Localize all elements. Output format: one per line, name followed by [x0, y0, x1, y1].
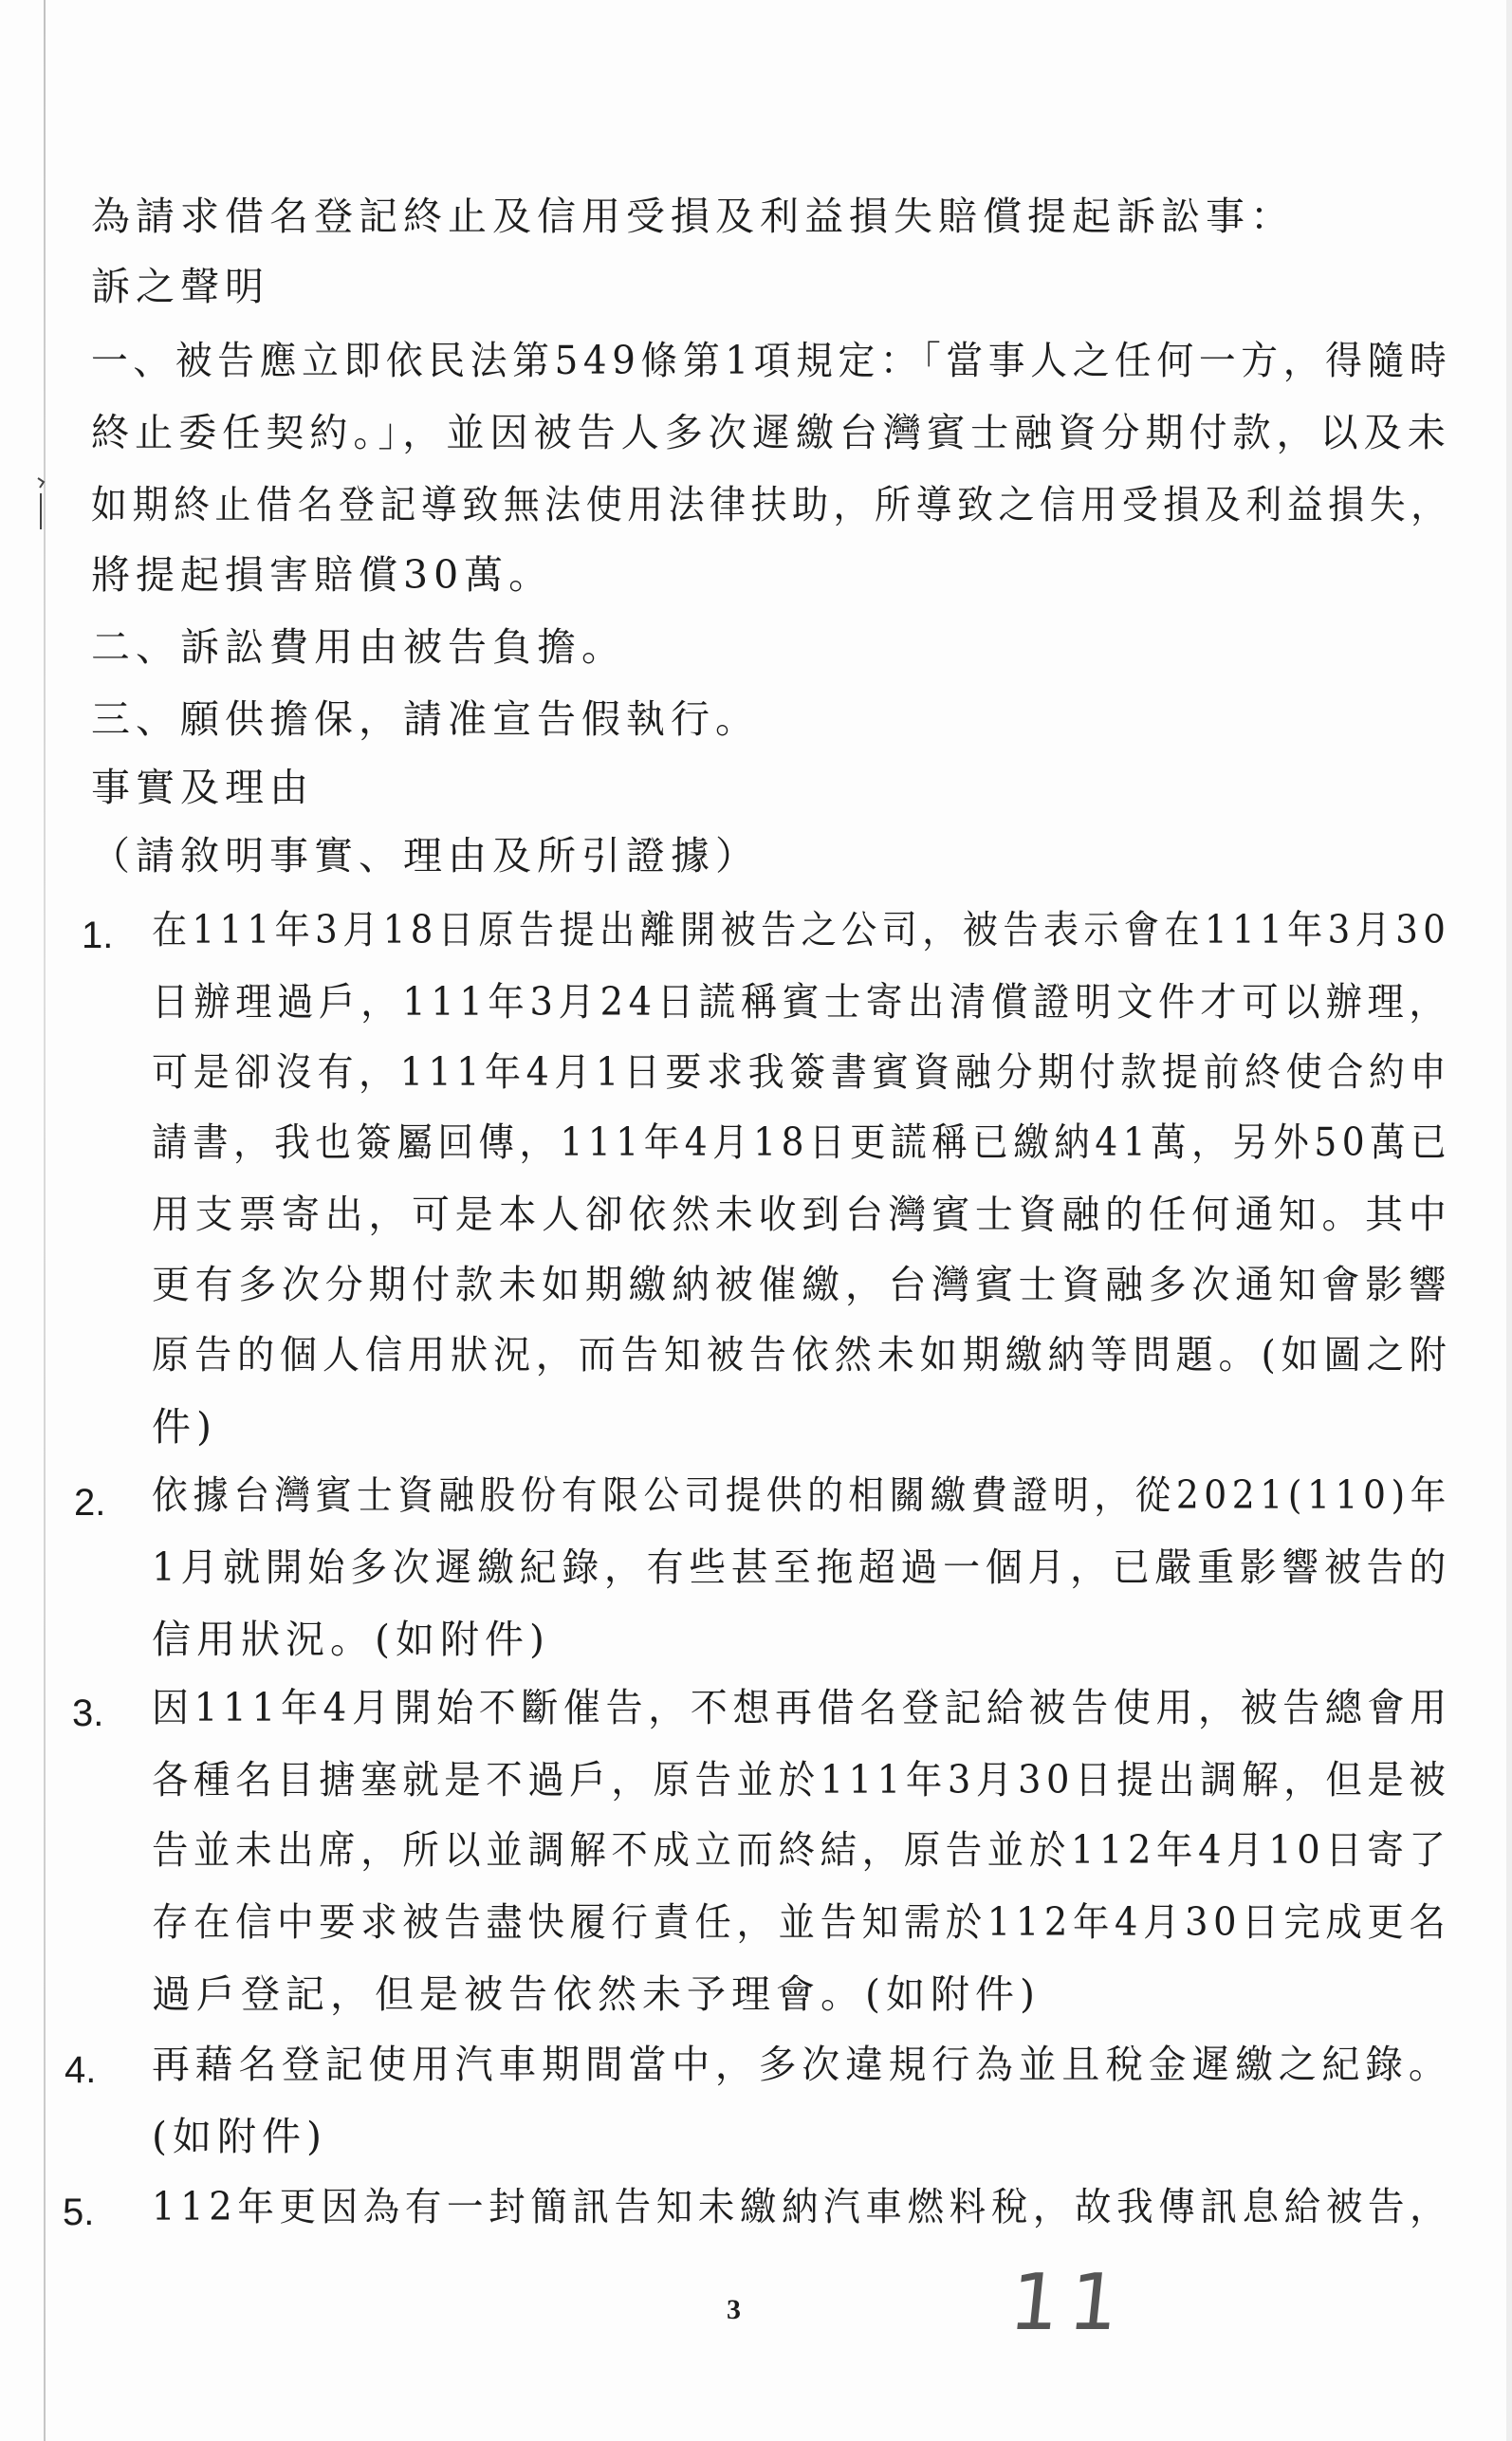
item-1-line: 可是卻沒有，111年4月1日要求我簽書賓資融分期付款提前終使合約申 [152, 1049, 1452, 1095]
item-number: 1. [82, 915, 114, 956]
item-1-line: 請書，我也簽屬回傳，111年4月18日更謊稱已繳納41萬，另外50萬已 [152, 1119, 1452, 1165]
item-3-line: 存在信中要求被告盡快履行責任，並告知需於112年4月30日完成更名 [152, 1899, 1451, 1945]
item-3-line: 告並未出席，所以並調解不成立而終結，原告並於112年4月10日寄了 [152, 1827, 1451, 1873]
item-1-line: 用支票寄出，可是本人卻依然未收到台灣賓士資融的任何通知。其中 [152, 1192, 1452, 1237]
claim-1-line-4: 將提起損害賠償30萬。 [91, 552, 554, 598]
item-3-line: 各種名目搪塞就是不過戶，原告並於111年3月30日提出調解，但是被 [152, 1757, 1451, 1803]
item-4-line: (如附件) [152, 2114, 327, 2159]
facts-note: （請敘明事實、理由及所引證據） [91, 833, 760, 878]
item-1-line: 日辦理過戶，111年3月24日謊稱賓士寄出清償證明文件才可以辦理， [152, 979, 1451, 1025]
item-1-line: 更有多次分期付款未如期繳納被催繳，台灣賓士資融多次通知會影響 [152, 1262, 1452, 1307]
item-4-line: 再藉名登記使用汽車期間當中，多次違規行為並且稅金遲繳之紀錄。 [152, 2042, 1452, 2087]
item-number: 2. [74, 1482, 106, 1524]
scan-edge-line [44, 0, 46, 2441]
item-3-line: 因111年4月開始不斷催告，不想再借名登記給被告使用，被告總會用 [152, 1685, 1452, 1730]
item-number: 5. [63, 2191, 95, 2233]
item-5-line: 112年更因為有一封簡訊告知未繳納汽車燃料稅，故我傳訊息給被告， [152, 2184, 1452, 2229]
item-2-line: 1月就開始多次遲繳紀錄，有些甚至拖超過一個月，已嚴重影響被告的 [152, 1544, 1451, 1590]
page-number: 3 [727, 2294, 741, 2325]
item-3-line: 過戶登記，但是被告依然未予理會。(如附件) [152, 1971, 1041, 2017]
facts-heading: 事實及理由 [91, 765, 314, 810]
document-title: 為請求借名登記終止及信用受損及利益損失賠償提起訴訟事： [91, 194, 1295, 239]
scan-right-edge [1506, 0, 1512, 2441]
handwritten-page-mark: 11 [1005, 2258, 1134, 2348]
claim-1-line-3: 如期終止借名登記導致無法使用法律扶助，所導致之信用受損及利益損失， [91, 482, 1452, 527]
claim-1-line-1: 一、被告應立即依民法第549條第1項規定：「當事人之任何一方，得隨時 [91, 338, 1452, 383]
item-1-line: 件) [152, 1404, 217, 1450]
item-2-line: 信用狀況。(如附件) [152, 1617, 550, 1662]
scan-speck-icon [34, 474, 47, 531]
item-1-line: 在111年3月18日原告提出離開被告之公司，被告表示會在111年3月30 [152, 907, 1451, 952]
claim-heading: 訴之聲明 [91, 264, 269, 309]
item-number: 4. [65, 2049, 97, 2091]
item-1-line: 原告的個人信用狀況，而告知被告依然未如期繳納等問題。(如圖之附 [152, 1332, 1452, 1378]
claim-3: 三、願供擔保，請准宣告假執行。 [91, 696, 760, 742]
item-2-line: 依據台灣賓士資融股份有限公司提供的相關繳費證明，從2021(110)年 [152, 1472, 1451, 1518]
item-number: 3. [72, 1692, 104, 1734]
claim-1-line-2: 終止委任契約。」，並因被告人多次遲繳台灣賓士融資分期付款，以及未 [91, 410, 1451, 455]
claim-2: 二、訴訟費用由被告負擔。 [91, 624, 626, 670]
